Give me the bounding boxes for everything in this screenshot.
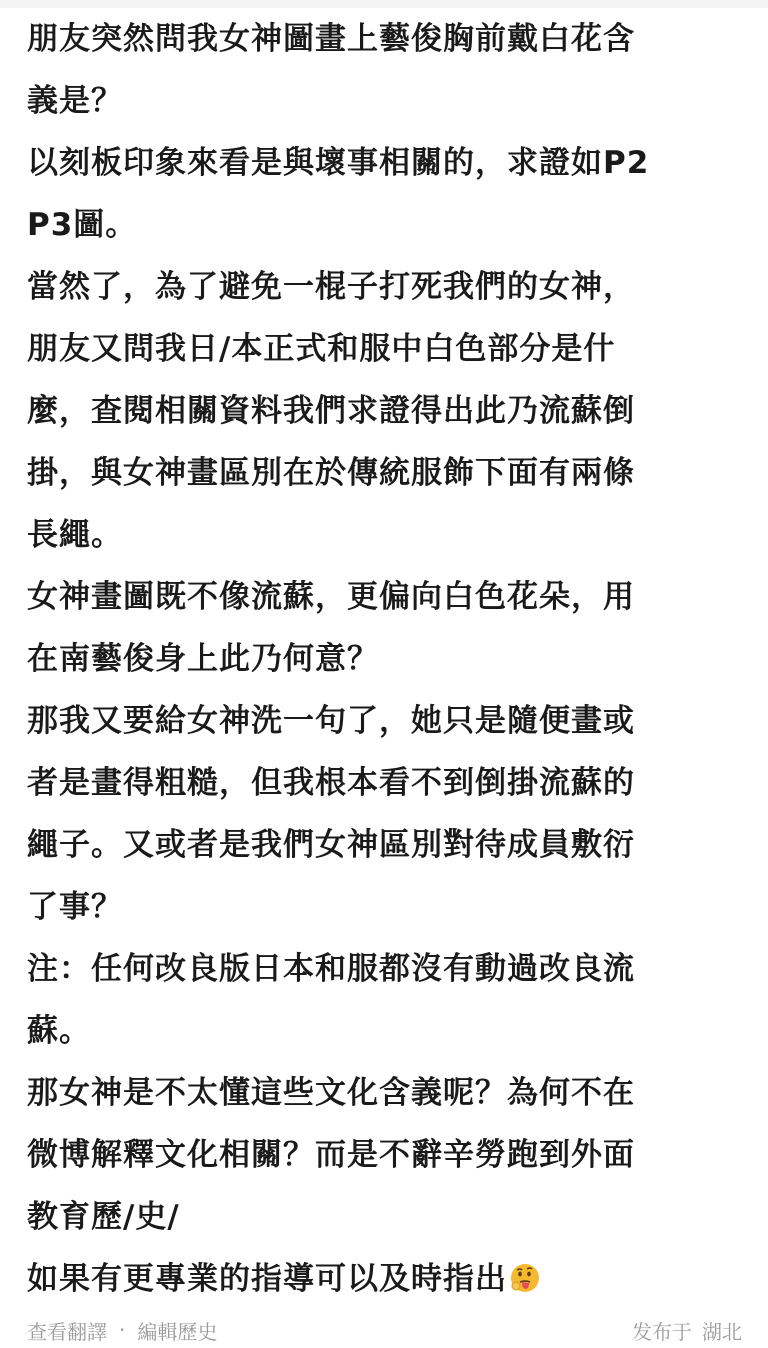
post-line: 了事？ (27, 889, 123, 925)
post-line: 掛，與女神畫區別在於傳統服飾下面有兩條 (27, 455, 635, 491)
posted-from-label: 发布于 (632, 1319, 692, 1344)
post-line: 麼，查閱相關資料我們求證得出此乃流蘇倒 (27, 393, 635, 429)
post-line: 女神畫圖既不像流蘇，更偏向白色花朵，用 (27, 579, 635, 615)
post-line: 教育歷/史/ (27, 1199, 180, 1235)
view-translation-link[interactable]: 查看翻譯 (27, 1319, 107, 1344)
post-location (632, 1316, 742, 1345)
post-line: 以刻板印象來看是與壞事相關的，求證如P2 (27, 145, 650, 181)
footer-actions (27, 1316, 217, 1345)
post-line-text: 如果有更專業的指導可以及時指出 (27, 1261, 507, 1297)
edit-history-link[interactable]: 編輯歷史 (137, 1319, 218, 1344)
footer-separator: · (119, 1318, 126, 1342)
post-line: P3圖。 (27, 207, 138, 243)
post-line: 蘇。 (27, 1013, 91, 1049)
post-line: 那我又要給女神洗一句了，她只是隨便畫或 (27, 703, 635, 739)
post-line-last (27, 1248, 717, 1310)
post-body (27, 8, 717, 1310)
thinking-tongue-emoji-icon (509, 1262, 541, 1294)
post-line: 那女神是不太懂這些文化含義呢？為何不在 (27, 1075, 635, 1111)
post-line: 朋友突然問我女神圖畫上藝俊胸前戴白花含 (27, 21, 635, 57)
post-line: 朋友又問我日/本正式和服中白色部分是什 (27, 331, 616, 367)
top-edge-divider (0, 0, 768, 8)
post-line: 微博解釋文化相關？而是不辭辛勞跑到外面 (27, 1137, 635, 1173)
post-line: 當然了，為了避免一棍子打死我們的女神， (27, 269, 635, 305)
location-text: 湖北 (702, 1319, 742, 1344)
post-line: 在南藝俊身上此乃何意？ (27, 641, 379, 677)
post-line: 義是？ (27, 83, 123, 119)
post-line: 注：任何改良版日本和服都沒有動過改良流 (27, 951, 635, 987)
post-line: 繩子。又或者是我們女神區別對待成員敷衍 (27, 827, 635, 863)
post-line: 長繩。 (27, 517, 123, 553)
post-line: 者是畫得粗糙，但我根本看不到倒掛流蘇的 (27, 765, 635, 801)
post-footer (27, 1314, 742, 1346)
